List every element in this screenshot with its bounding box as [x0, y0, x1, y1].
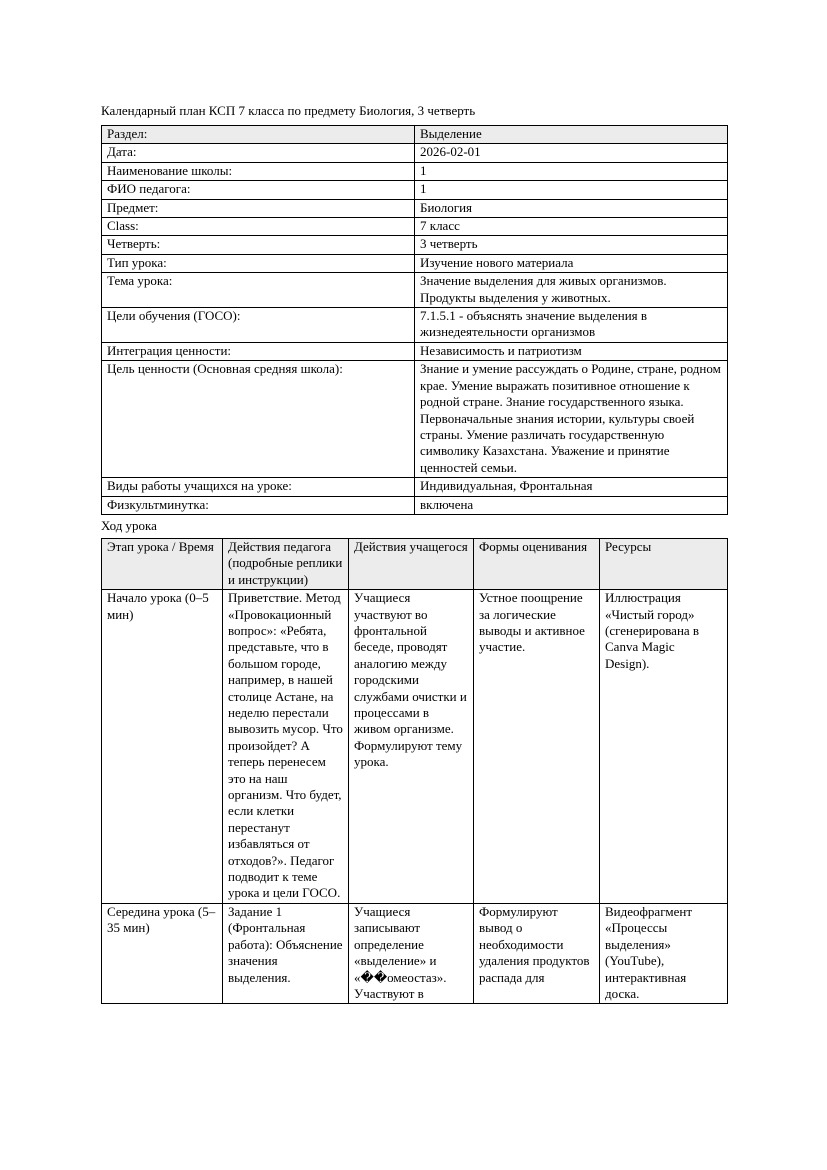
info-value: 3 четверть: [415, 236, 728, 254]
cell-student-actions: Учащиеся записывают определение «выделение» и «��омеостаз». Участвуют в: [349, 903, 474, 1003]
lesson-info-table: [101, 125, 728, 515]
info-row-lesson-type: [102, 254, 728, 272]
document-content: [101, 103, 727, 1004]
info-label: Предмет:: [102, 199, 415, 217]
cell-assessment: Формулируют вывод о необходимости удаления продуктов распада для: [474, 903, 600, 1003]
info-row-razdel: [102, 126, 728, 144]
info-value: Знание и умение рассуждать о Родине, стране, родном крае. Умение выражать позитивное отношение к родной стране. Знание государственного языка. Первоначальные знания истории, культуры своей страны. Умение различать государственную символику Казахстана. Уважение и принятие ценностей семьи.: [415, 361, 728, 478]
header-student-actions: Действия учащегося: [349, 538, 474, 589]
info-label: Тема урока:: [102, 273, 415, 308]
info-row-school: [102, 162, 728, 180]
info-label: Цель ценности (Основная средняя школа):: [102, 361, 415, 478]
info-row-subject: [102, 199, 728, 217]
info-label: Четверть:: [102, 236, 415, 254]
info-label: Интеграция ценности:: [102, 342, 415, 360]
info-label: ФИО педагога:: [102, 181, 415, 199]
info-label: Раздел:: [102, 126, 415, 144]
header-assessment: Формы оценивания: [474, 538, 600, 589]
info-label: Дата:: [102, 144, 415, 162]
info-row-physical-minute: [102, 496, 728, 514]
cell-stage: Середина урока (5–35 мин): [102, 903, 223, 1003]
header-teacher-actions: Действия педагога (подробные реплики и инструкции): [223, 538, 349, 589]
info-value: 1: [415, 181, 728, 199]
info-value: Биология: [415, 199, 728, 217]
info-value: 1: [415, 162, 728, 180]
cell-resources: Иллюстрация «Чистый город» (сгенерирована в Canva Magic Design).: [600, 590, 728, 904]
info-row-teacher-name: [102, 181, 728, 199]
document-title: Календарный план КСП 7 класса по предмету Биология, 3 четверть: [101, 103, 476, 118]
cell-resources: Видеофрагмент «Процессы выделения» (YouTube), интерактивная доска.: [600, 903, 728, 1003]
cell-student-actions: Учащиеся участвуют во фронтальной беседе, проводят аналогию между городскими службами очистки и процессами в живом организме. Формулируют тему урока.: [349, 590, 474, 904]
info-value: Выделение: [415, 126, 728, 144]
lesson-flow-row-middle: [102, 903, 728, 1003]
info-label: Наименование школы:: [102, 162, 415, 180]
cell-stage: Начало урока (0–5 мин): [102, 590, 223, 904]
info-value: Изучение нового материала: [415, 254, 728, 272]
cell-teacher-actions: Приветствие. Метод «Провокационный вопрос»: «Ребята, представьте, что в большом городе, например, в нашей столице Астане, на неделю перестали вывозить мусор. Что произойдет? А теперь перенесем это на наш организм. Что будет, если клетки перестанут избавляться от отходов?». Педагог подводит к теме урока и цели ГОСО.: [223, 590, 349, 904]
info-value: Независимость и патриотизм: [415, 342, 728, 360]
info-row-values-integration: [102, 342, 728, 360]
info-value: Значение выделения для живых организмов. Продукты выделения у животных.: [415, 273, 728, 308]
info-row-class: [102, 218, 728, 236]
info-label: Class:: [102, 218, 415, 236]
info-row-data: [102, 144, 728, 162]
info-row-goals: [102, 308, 728, 343]
info-label: Тип урока:: [102, 254, 415, 272]
info-label: Цели обучения (ГОСО):: [102, 308, 415, 343]
header-stage: Этап урока / Время: [102, 538, 223, 589]
info-label: Виды работы учащихся на уроке:: [102, 478, 415, 496]
info-value: 7 класс: [415, 218, 728, 236]
info-row-quarter: [102, 236, 728, 254]
info-value: включена: [415, 496, 728, 514]
info-value: 2026-02-01: [415, 144, 728, 162]
info-row-work-types: [102, 478, 728, 496]
info-value: Индивидуальная, Фронтальная: [415, 478, 728, 496]
cell-assessment: Устное поощрение за логические выводы и активное участие.: [474, 590, 600, 904]
lesson-flow-header-row: [102, 538, 728, 589]
info-row-lesson-topic: [102, 273, 728, 308]
info-row-values-goal: [102, 361, 728, 478]
lesson-flow-table: [101, 538, 728, 1004]
cell-teacher-actions: Задание 1 (Фронтальная работа): Объяснение значения выделения.: [223, 903, 349, 1003]
lesson-flow-heading: Ход урока: [101, 517, 157, 533]
lesson-flow-row-start: [102, 590, 728, 904]
info-value: 7.1.5.1 - объяснять значение выделения в жизнедеятельности организмов: [415, 308, 728, 343]
info-label: Физкультминутка:: [102, 496, 415, 514]
header-resources: Ресурсы: [600, 538, 728, 589]
